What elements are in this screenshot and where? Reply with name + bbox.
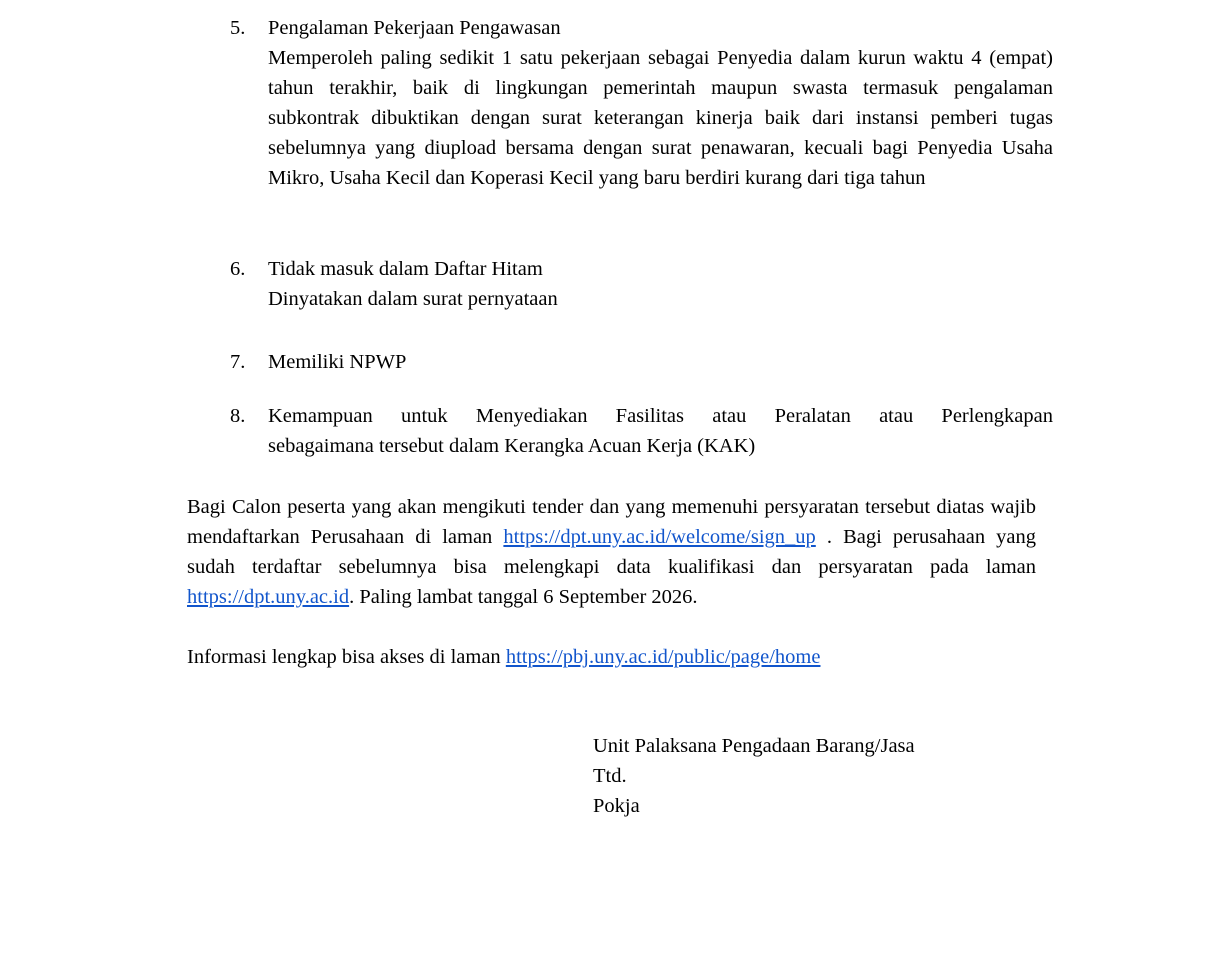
list-number: 5.: [230, 17, 246, 39]
dpt-link[interactable]: https://dpt.uny.ac.id: [187, 586, 350, 608]
info-paragraph: [187, 642, 1036, 672]
info-text: Informasi lengkap bisa akses di laman: [187, 646, 506, 668]
signup-link[interactable]: https://dpt.uny.ac.id/welcome/sign_up: [503, 526, 816, 548]
registration-paragraph: [187, 492, 1036, 612]
requirement-description: Dinyatakan dalam surat pernyataan: [268, 288, 558, 310]
signature-ttd: Ttd.: [593, 765, 627, 787]
requirement-description: Memperoleh paling sedikit 1 satu pekerjaan sebagai Penyedia dalam kurun waktu 4 (empat) tahun terakhir, baik di lingkungan pemerintah maupun swasta termasuk pengalaman subkontrak dibuktikan dengan surat keterangan kinerja baik dari instansi pemberi tugas sebelumnya yang diupload bersama dengan surat penawaran, kecuali bagi Penyedia Usaha Mikro, Usaha Kecil dan Koperasi Kecil yang baru berdiri kurang dari tiga tahun: [268, 47, 1053, 189]
pbj-link[interactable]: https://pbj.uny.ac.id/public/page/home: [505, 646, 821, 668]
requirement-title: Tidak masuk dalam Daftar Hitam: [268, 258, 543, 280]
registration-deadline-text: . Paling lambat tanggal 6 September 2026.: [349, 586, 698, 608]
signature-block: [593, 731, 1053, 821]
requirement-title: Kemampuan untuk Menyediakan Fasilitas atau Peralatan atau Perlengkapan: [268, 405, 1053, 427]
registration-text-before: Bagi Calon peserta yang akan mengikuti tender dan yang memenuhi persyaratan tersebut diatas wajib mendaftarkan Perusahaan di laman: [187, 496, 1036, 548]
list-number: 7.: [230, 351, 246, 373]
requirement-title: Pengalaman Pekerjaan Pengawasan: [268, 17, 561, 39]
registration-text-middle: . Bagi perusahaan yang sudah terdaftar sebelumnya bisa melengkapi data kualifikasi dan persyaratan pada laman: [187, 526, 1036, 578]
requirement-item-7: [230, 347, 1053, 377]
signature-unit: Unit Palaksana Pengadaan Barang/Jasa: [593, 735, 915, 757]
list-number: 6.: [230, 258, 246, 280]
requirement-description: sebagaimana tersebut dalam Kerangka Acuan Kerja (KAK): [268, 435, 756, 457]
list-number: 8.: [230, 405, 246, 427]
requirement-item-5: [230, 13, 1053, 193]
requirement-item-8: [230, 401, 1053, 461]
requirement-title: Memiliki NPWP: [268, 351, 407, 373]
requirement-item-6: [230, 254, 1053, 314]
signature-pokja: Pokja: [593, 795, 640, 817]
